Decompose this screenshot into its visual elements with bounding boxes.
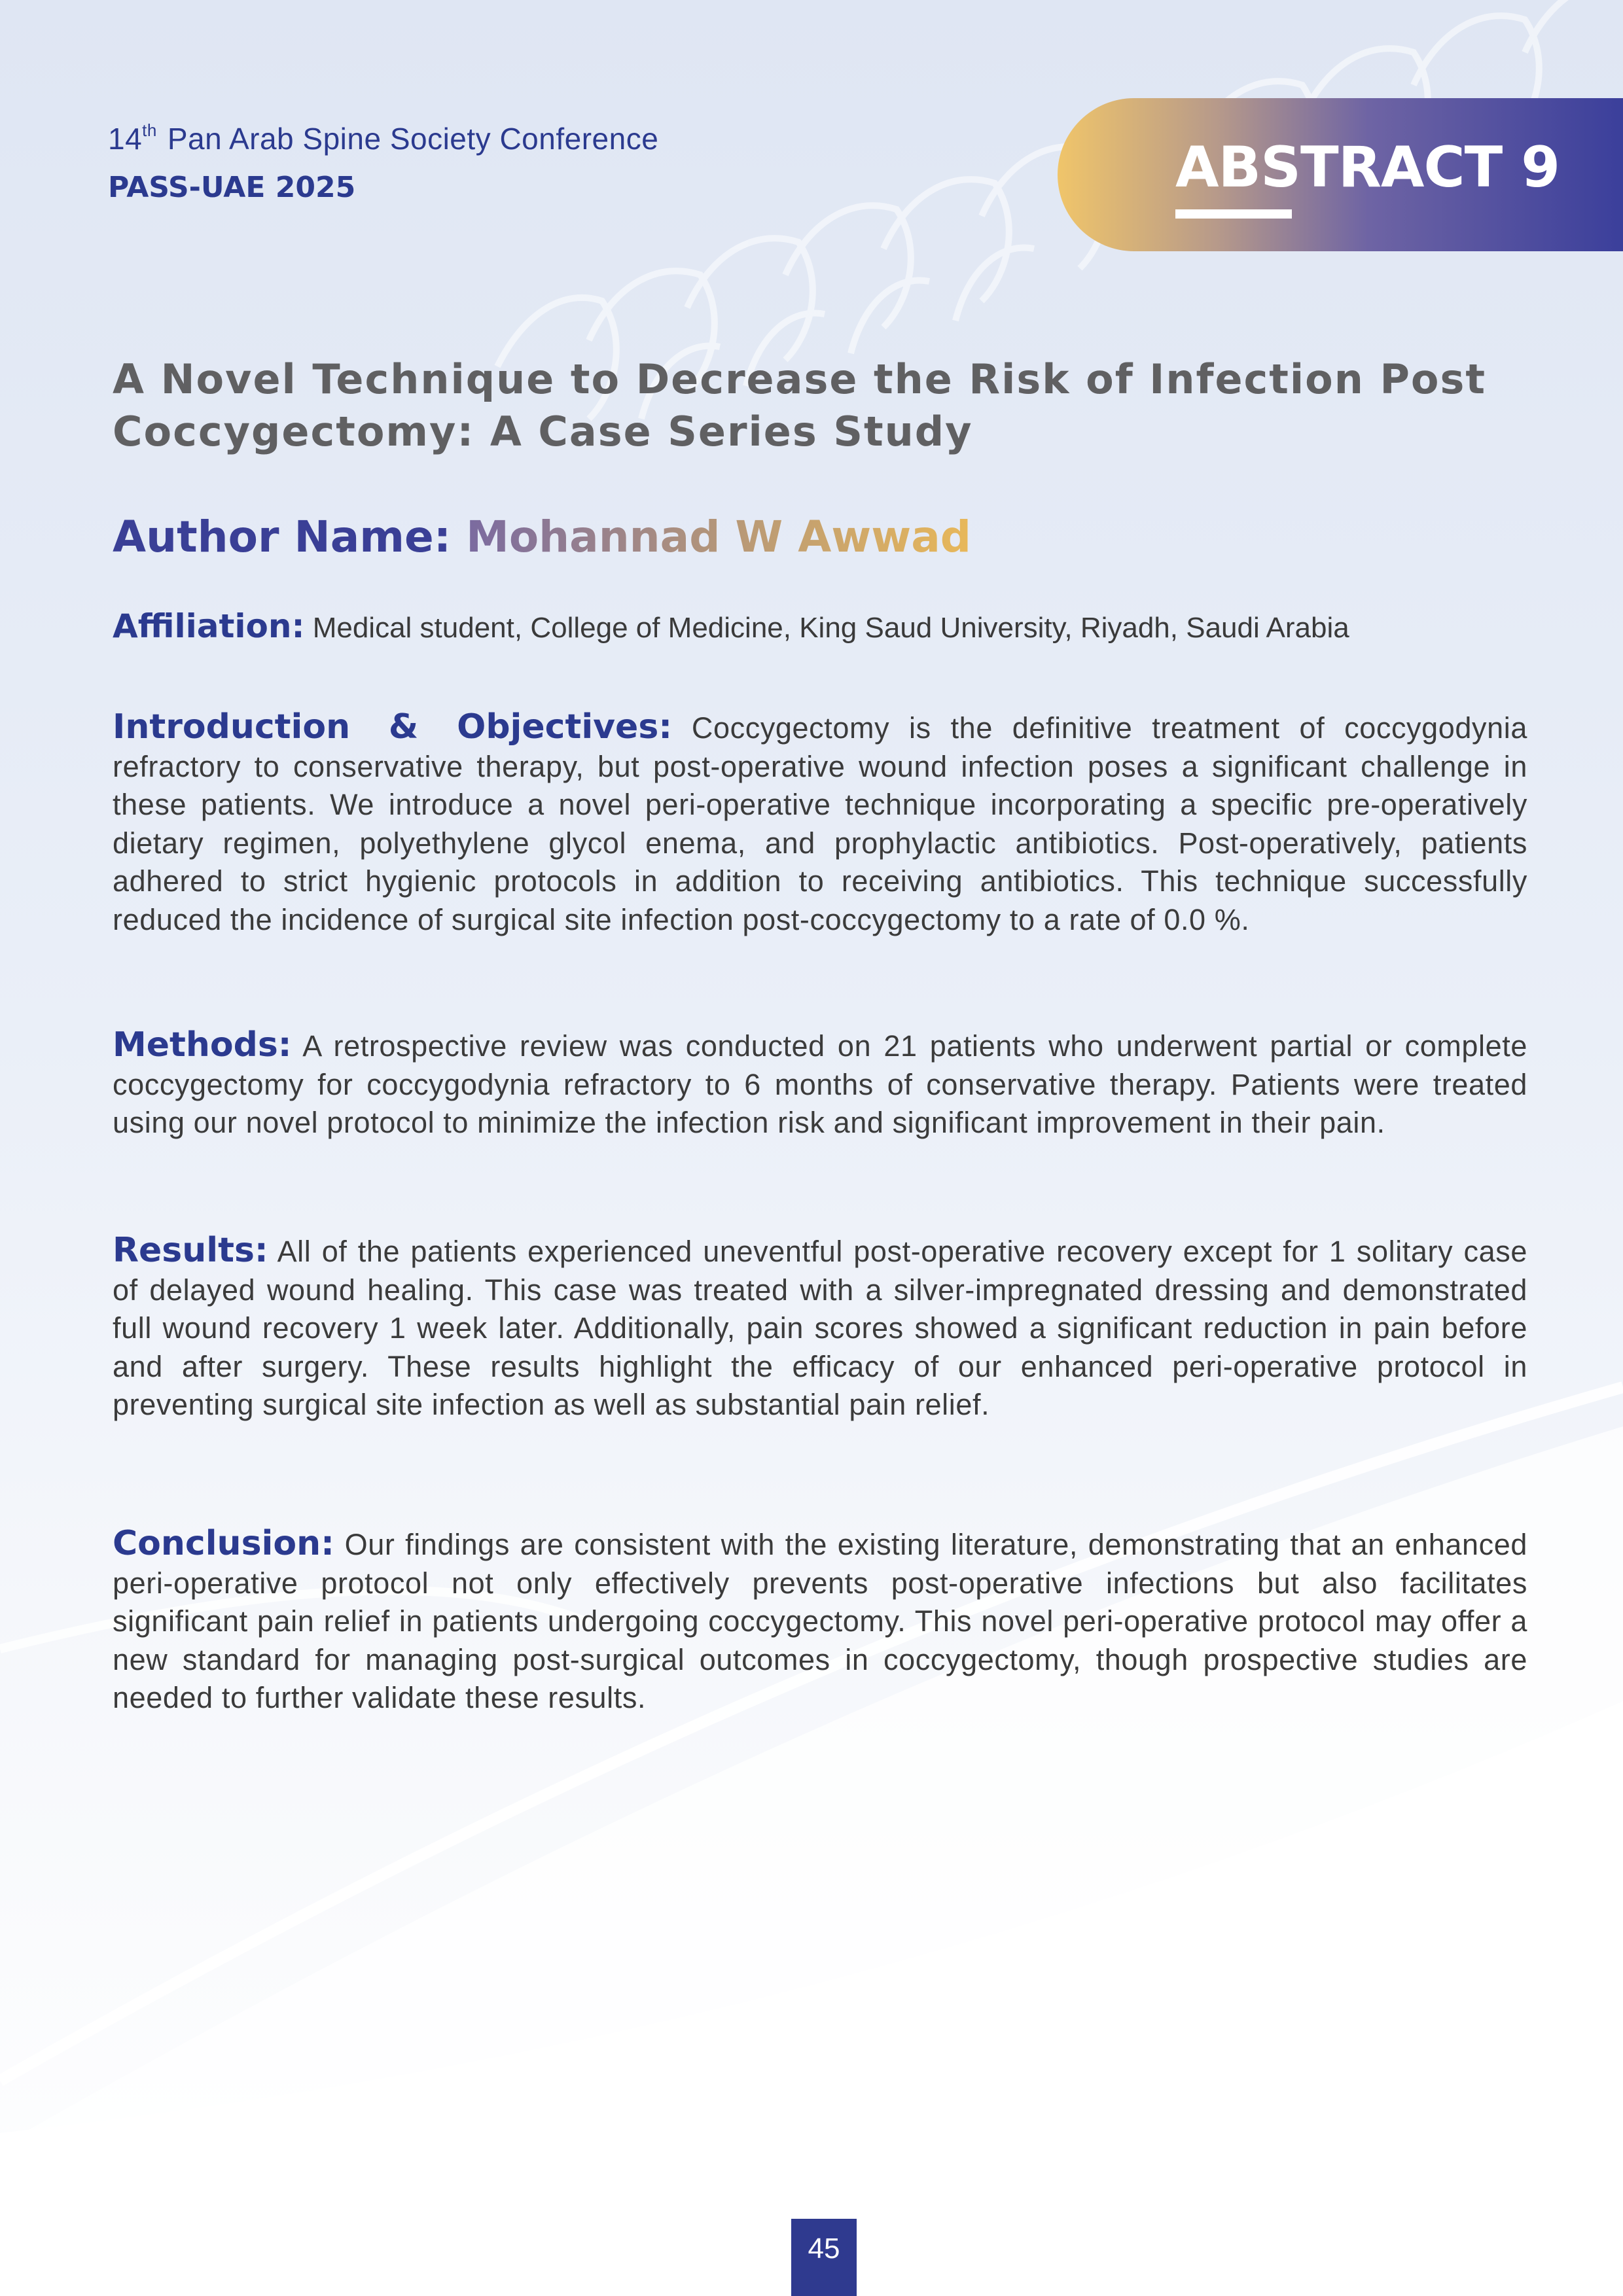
- author-name: Mohannad W Awwad: [466, 512, 972, 562]
- affiliation-line: [113, 607, 1552, 645]
- results-label: Results:: [113, 1231, 268, 1270]
- abstract-badge-label: ABSTRACT 9: [1175, 135, 1560, 200]
- abstract-badge: [1058, 98, 1623, 251]
- methods-text: A retrospective review was conducted on 21 patients who underwent partial or complete coccygectomy for coccygodynia refractory to 6 months of conservative therapy. Patients were treated using our novel protocol to minimize the infection risk and significant improvement in their pain.: [113, 1029, 1527, 1139]
- affiliation-text: Medical student, College of Medicine, King Saud University, Riyadh, Saudi Arabia: [312, 612, 1349, 644]
- conclusion-label: Conclusion:: [113, 1524, 334, 1563]
- results-section: [113, 1231, 1527, 1424]
- conference-short-name: PASS-UAE 2025: [108, 171, 356, 204]
- affiliation-label: Affiliation:: [113, 607, 305, 645]
- badge-underline: [1175, 209, 1292, 219]
- conference-name: Pan Arab Spine Society Conference: [167, 122, 659, 156]
- introduction-label: Introduction & Objectives:: [113, 707, 673, 747]
- results-text: All of the patients experienced uneventful post-operative recovery except for 1 solitary case of delayed wound healing. This case was treated with a silver-impregnated dressing and demonstrated full wound recovery 1 week later. Additionally, pain scores showed a significant reduction in pain before and after surgery. These results highlight the efficacy of our enhanced peri-operative protocol in preventing surgical site infection as well as substantial pain relief.: [113, 1235, 1527, 1421]
- abstract-title: A Novel Technique to Decrease the Risk of Infection Post Coccygectomy: A Case Series Study: [113, 355, 1487, 455]
- conference-title: [108, 121, 658, 156]
- page-number: 45: [791, 2219, 857, 2296]
- conference-ordinal: 14: [108, 122, 143, 156]
- methods-section: [113, 1026, 1527, 1142]
- methods-label: Methods:: [113, 1025, 292, 1065]
- introduction-text: Coccygectomy is the definitive treatment of coccygodynia refractory to conservative therapy, but post-operative wound infection poses a significant challenge in these patients. We introduce a novel peri-operative technique incorporating a specific pre-operatively dietary regimen, polyethylene glycol enema, and prophylactic antibiotics. Post-operatively, patients adhered to strict hygienic protocols in addition to receiving antibiotics. This technique successfully reduced the incidence of surgical site infection post-coccygectomy to a rate of 0.0 %.: [113, 711, 1527, 936]
- conference-header: [108, 121, 658, 204]
- conference-ordinal-suffix: th: [142, 120, 157, 140]
- introduction-section: [113, 708, 1527, 939]
- conclusion-text: Our findings are consistent with the existing literature, demonstrating that an enhanced peri-operative protocol not only effectively prevents post-operative infections but also facilitates significant pain relief in patients undergoing coccygectomy. This novel peri-operative protocol may offer a new standard for managing post-surgical outcomes in coccygectomy, though prospective studies are needed to further validate these results.: [113, 1528, 1527, 1714]
- author-label: Author Name:: [113, 512, 452, 562]
- conclusion-section: [113, 1525, 1527, 1718]
- author-line: [113, 512, 971, 562]
